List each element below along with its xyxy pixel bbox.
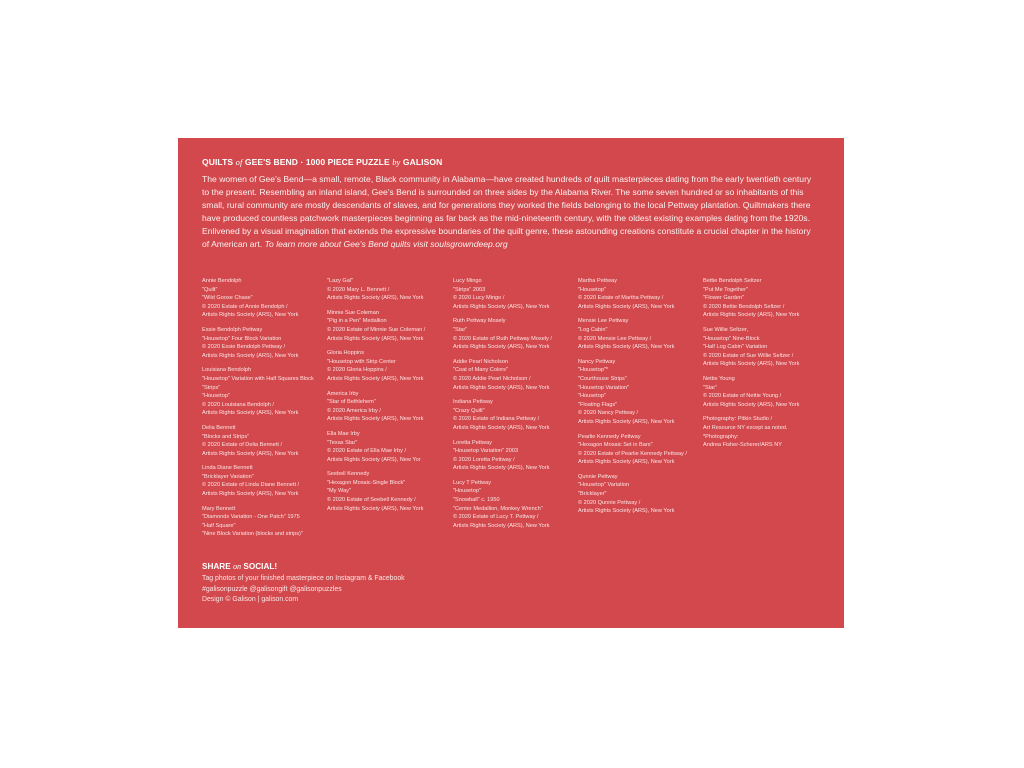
credit-line: "Star of Bethlehem"	[327, 399, 376, 406]
credit-line: Artists Rights Society (ARS), New York	[327, 335, 424, 342]
credit-entry	[578, 317, 702, 351]
credit-artist: Lucy T Pettway	[453, 479, 492, 486]
credit-line: Artists Rights Society (ARS), New York	[578, 344, 675, 351]
credit-entry	[703, 277, 827, 320]
credit-entry	[453, 439, 577, 473]
credit-line: © 2020 Louisiana Bendolph /	[202, 401, 274, 408]
credit-line: Artists Rights Society (ARS), New York	[453, 384, 550, 391]
credit-entry	[578, 433, 702, 467]
credit-line: Artists Rights Society (ARS), New York	[202, 352, 299, 359]
credit-entry	[453, 317, 577, 351]
credit-entry	[578, 277, 702, 311]
credit-line: "Hexagon Mosaic-Single Block"	[327, 479, 406, 486]
credit-line: Artists Rights Society (ARS), New York	[453, 424, 550, 431]
share-title	[202, 562, 405, 571]
credit-entry	[202, 505, 326, 539]
credit-line: "Strips"	[202, 384, 221, 391]
credit-artist: "Lazy Gal"	[327, 278, 354, 284]
credit-artist: Mensie Lee Pettway	[578, 318, 629, 325]
credit-line: "Put Me Together"	[703, 286, 748, 293]
credit-line: "Housetop"	[202, 393, 230, 400]
credit-line: "Housetop with Strip Center	[327, 358, 396, 365]
credit-line: "Center Medallion, Monkey Wrench"	[453, 505, 543, 512]
credit-line: "Nine Block Variation (blocks and strips)"	[202, 531, 303, 538]
credit-artist: Bettie Bendolph Seltzer	[703, 278, 762, 284]
credit-line: "Strips" 2003	[453, 286, 486, 293]
credit-line: © 2020 Estate of Minnie Sue Coleman /	[327, 326, 426, 333]
credit-line: "Bricklayer"	[578, 491, 607, 498]
intro-body: The women of Gee's Bend—a small, remote, Black community in Alabama—have created hundreds of quilt masterpieces dating from the early twentieth century to the present. Resembling an inland island, Gee's Bend is surrounded on three sides by the Alabama River. The some seven hundred or so inhabitants of this small, rural community are mostly descendants of slaves, and for generations they worked the fields belonging to the local Pettway plantation. Quiltmakers there have produced countless patchwork masterpieces beginning as far back as the mid-nineteenth century, with the oldest existing examples dating from the 1920s. Enlivened by a visual imagination that extends the expressive boundaries of the quilt genre, these astounding creations constitute a crucial chapter in the history of American art.	[202, 174, 812, 249]
credit-line: © 2020 Estate of Pearlie Kennedy Pettway /	[578, 450, 687, 457]
share-line-tag: Tag photos of your finished masterpiece on Instagram & Facebook	[202, 575, 405, 582]
credit-line: "Bricklayer Variation"	[202, 473, 254, 480]
credit-entry	[703, 415, 827, 449]
credit-entry	[202, 326, 326, 360]
credit-line: "Half Square"	[202, 522, 236, 529]
credit-line: "Log Cabin"	[578, 326, 608, 333]
credit-line: "Housetop"*	[578, 367, 609, 374]
credit-line: "Star"	[703, 384, 718, 391]
credit-artist: Nancy Pettway	[578, 358, 616, 365]
credit-line: "Housetop"	[578, 393, 606, 400]
credit-artist: Ella Mae Irby	[327, 430, 360, 437]
credit-entry	[703, 375, 827, 409]
puzzle-box-back	[178, 138, 844, 628]
credit-line: © 2020 Bettie Bendolph Seltzer /	[703, 303, 785, 310]
share-on: on	[232, 562, 242, 571]
learn-more-link: To learn more about Gee's Bend quilts visit soulsgrowndeep.org	[264, 238, 508, 249]
credit-artist: Minnie Sue Coleman	[327, 309, 379, 316]
share-section	[202, 562, 405, 606]
credit-entry	[453, 277, 577, 311]
credit-artist: Lucy Mingo	[453, 278, 482, 284]
credit-line: © 2020 Estate of Annie Bendolph /	[202, 303, 288, 310]
credit-column	[202, 277, 326, 545]
credit-line: © 2020 Estate of Ruth Pettway Mosely /	[453, 335, 552, 342]
credit-line: © 2020 Loretta Pettway /	[453, 456, 515, 463]
credit-entry	[202, 424, 326, 458]
credit-column	[578, 277, 702, 522]
credit-line: Artists Rights Society (ARS), New York	[453, 465, 550, 472]
credit-line: © 2020 Addie Pearl Nicholson /	[453, 375, 531, 382]
credit-line: "Housetop"	[578, 286, 606, 293]
credit-entry	[202, 277, 326, 320]
credit-line: "Housetop" Four Block Variation	[202, 335, 282, 342]
credit-line: "Housetop" Variation with Half Squares Block	[202, 375, 314, 382]
credit-line: "Housetop" Variation	[578, 482, 630, 489]
credit-line: "Texas Star"	[327, 439, 358, 446]
credit-artist: Nettie Young	[703, 375, 735, 382]
credit-artist: Indiana Pettway	[453, 399, 493, 406]
product-title	[202, 157, 820, 167]
credit-artist: Ruth Pettway Mosely	[453, 318, 506, 325]
credit-line: "Hexagon Mosaic Set in Bars"	[578, 442, 653, 449]
credit-line: "Quilt"	[202, 286, 218, 293]
title-of: of	[235, 157, 243, 167]
credit-line: Artists Rights Society (ARS), New York	[453, 303, 550, 310]
credit-line: "Star"	[453, 326, 468, 333]
credit-artist: Photography: Pitkin Studio /	[703, 416, 773, 423]
credit-line: Artists Rights Society (ARS), New York	[202, 312, 299, 319]
credit-entry	[327, 390, 451, 424]
credit-line: "Crazy Quilt"	[453, 407, 485, 414]
credit-line: "Pig in a Pen" Medallion	[327, 318, 387, 325]
credit-artist: Annie Bendolph	[202, 278, 242, 284]
credit-line: © 2020 Estate of Indiana Pettway /	[453, 416, 540, 423]
credit-entry	[327, 309, 451, 343]
credit-line: "Coat of Many Colors"	[453, 367, 508, 374]
credit-line: "Housetop Variation"	[578, 384, 630, 391]
credit-line: "Diamonds Variation - One Patch" 1975	[202, 514, 300, 521]
credit-artist: Loretta Pettway	[453, 439, 492, 446]
credit-line: © 2020 Gloria Hoppins /	[327, 367, 387, 374]
credit-line: Artists Rights Society (ARS), New York	[327, 505, 424, 512]
credit-entry	[453, 358, 577, 392]
credit-line: © 2020 Estate of Ella Mae Irby /	[327, 448, 407, 455]
credit-line: © 2020 Estate of Linda Diane Bennett /	[202, 482, 300, 489]
credit-entry	[327, 470, 451, 513]
credit-entry	[327, 349, 451, 383]
credit-line: © 2020 Estate of Seebell Kennedy /	[327, 497, 416, 504]
credit-line: "Wild Goose Chase"	[202, 295, 253, 302]
credit-line: "Housetop" Nine-Block	[703, 335, 760, 342]
credit-line: "Blocks and Strips"	[202, 433, 250, 440]
credit-line: Artists Rights Society (ARS), New York	[703, 401, 800, 408]
credit-line: © 2020 Estate of Delia Bennett /	[202, 442, 282, 449]
share-word: SHARE	[202, 562, 231, 571]
credit-entry	[202, 464, 326, 498]
title-by: by	[392, 157, 401, 167]
credit-line: Artists Rights Society (ARS), New York	[703, 312, 800, 319]
credit-artist: Sue Willie Seltzer,	[703, 326, 749, 333]
credit-line: © 2020 Mensie Lee Pettway /	[578, 335, 652, 342]
credit-line: © 2020 Estate of Martha Pettway /	[578, 295, 664, 302]
credit-line: © 2020 Mary L. Bennett /	[327, 286, 390, 293]
credit-line: © 2020 America Irby /	[327, 407, 381, 414]
credit-line: Artists Rights Society (ARS), New Yor	[327, 456, 421, 463]
credit-artist: Louisiana Bendolph	[202, 367, 252, 374]
credit-line: "Housetop Variation" 2003	[453, 448, 519, 455]
credit-artist: Mary Bennett	[202, 505, 236, 512]
credit-entry	[578, 358, 702, 427]
share-line-design: Design © Galison | galison.com	[202, 596, 299, 604]
credit-line: © 2020 Essie Bendolph Pettway /	[202, 344, 286, 351]
credit-line: Artists Rights Society (ARS), New York	[703, 361, 800, 368]
credit-line: Artists Rights Society (ARS), New York	[202, 410, 299, 417]
credit-artist: America Irby	[327, 390, 359, 397]
credit-column	[703, 277, 827, 456]
credit-line: Artists Rights Society (ARS), New York	[578, 418, 675, 425]
title-brand: GALISON	[402, 157, 443, 167]
credit-entry	[327, 430, 451, 464]
share-line-hashtags: #galisonpuzzle @galisongift @galisonpuzzles	[202, 585, 342, 593]
share-social: SOCIAL!	[243, 562, 278, 571]
credit-line: © 2020 Estate of Sue Willie Seltzer /	[703, 352, 794, 359]
credit-line: Artists Rights Society (ARS), New York	[578, 508, 675, 515]
credit-entry	[703, 326, 827, 369]
credit-line: Artists Rights Society (ARS), New York	[453, 344, 550, 351]
credit-line: "My Way"	[327, 488, 351, 495]
credit-artist: Martha Pettway	[578, 278, 617, 284]
credit-line: "Snowball" c. 1950	[453, 497, 500, 504]
credit-artist: Seebell Kennedy	[327, 471, 370, 478]
credit-artist: Addie Pearl Nicholson	[453, 358, 509, 365]
credit-line: "Half Log Cabin" Variation	[703, 344, 768, 351]
credit-entry	[202, 366, 326, 418]
credit-line: Artists Rights Society (ARS), New York	[578, 303, 675, 310]
title-quilts: QUILTS	[202, 157, 234, 167]
credit-line: Artists Rights Society (ARS), New York	[327, 416, 424, 423]
title-gees-bend: GEE'S BEND · 1000 PIECE PUZZLE	[244, 157, 390, 167]
credit-line: Artists Rights Society (ARS), New York	[327, 295, 424, 302]
credit-line: © 2020 Lucy Mingo /	[453, 295, 505, 302]
credit-line: "Flower Garden"	[703, 295, 744, 302]
credit-line: © 2020 Nancy Pettway /	[578, 410, 639, 417]
credit-line: Art Resource NY except as noted.	[703, 424, 788, 431]
credit-line: © 2020 Estate of Lucy T. Pettway /	[453, 514, 539, 521]
credit-artist: Delia Bennett	[202, 424, 236, 431]
credit-line: "Housetop"	[453, 488, 481, 495]
credit-line: Artists Rights Society (ARS), New York	[202, 450, 299, 457]
credit-line: Artists Rights Society (ARS), New York	[578, 459, 675, 466]
credit-artist: Essie Bendolph Pettway	[202, 326, 263, 333]
artist-credits	[202, 277, 834, 537]
credit-line: Artists Rights Society (ARS), New York	[202, 491, 299, 498]
credit-entry	[453, 479, 577, 531]
credit-entry	[327, 277, 451, 303]
credit-entry	[453, 398, 577, 432]
credit-line: Artists Rights Society (ARS), New York	[453, 522, 550, 529]
credit-artist: Linda Diane Bennett	[202, 465, 253, 472]
credit-line: Artists Rights Society (ARS), New York	[327, 375, 424, 382]
credit-entry	[578, 473, 702, 516]
credit-column	[327, 277, 451, 519]
credit-artist: Qunnie Pettway	[578, 473, 618, 480]
intro-paragraph	[202, 173, 820, 250]
credit-line: Andrea Fisher-Scherer/ARS NY	[703, 442, 782, 449]
credit-column	[453, 277, 577, 536]
credit-line: © 2020 Estate of Nettie Young /	[703, 393, 782, 400]
credit-line: "Floating Flags"	[578, 401, 618, 408]
credit-line: © 2020 Qunnie Pettway /	[578, 499, 641, 506]
credit-artist: Gloria Hoppins	[327, 350, 364, 357]
credit-line: "Courthouse Strips"	[578, 375, 627, 382]
credit-artist: Pearlie Kennedy Pettway	[578, 433, 641, 440]
credit-line: *Photography:	[703, 433, 739, 440]
